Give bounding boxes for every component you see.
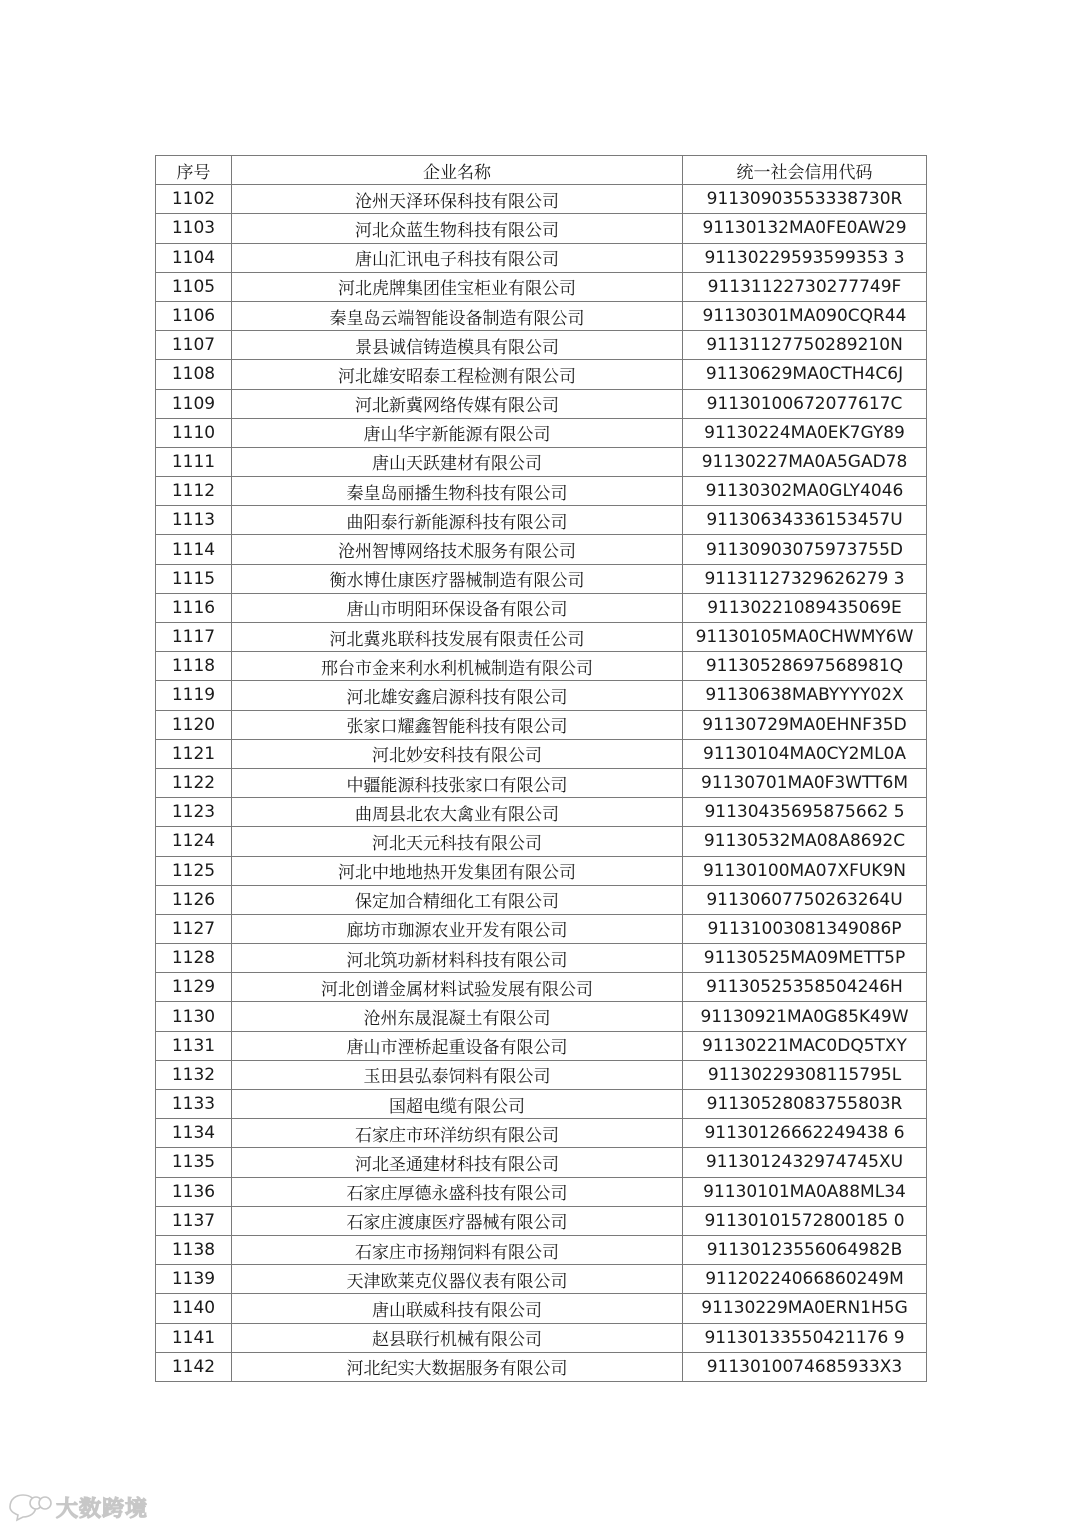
table-row	[156, 827, 927, 856]
cell-credit-code: 91130104MA0CY2ML0A	[683, 739, 927, 768]
cell-index: 1107	[156, 331, 232, 360]
cell-credit-code: 91131127329626279 3	[683, 564, 927, 593]
cell-company-name: 河北虎牌集团佳宝柜业有限公司	[232, 272, 683, 301]
cell-company-name: 河北冀兆联科技发展有限责任公司	[232, 623, 683, 652]
cell-company-name: 唐山市湮桥起重设备有限公司	[232, 1031, 683, 1060]
cell-index: 1106	[156, 301, 232, 330]
table-row	[156, 623, 927, 652]
table-row	[156, 1119, 927, 1148]
table-row	[156, 798, 927, 827]
cell-index: 1129	[156, 973, 232, 1002]
table-row	[156, 447, 927, 476]
cell-index: 1115	[156, 564, 232, 593]
cell-company-name: 河北中地地热开发集团有限公司	[232, 856, 683, 885]
cell-credit-code: 9113012432974745XU	[683, 1148, 927, 1177]
table-row	[156, 1294, 927, 1323]
cell-credit-code: 91130525358504246H	[683, 973, 927, 1002]
cell-company-name: 石家庄市扬翔饲料有限公司	[232, 1235, 683, 1264]
cell-credit-code: 91130224MA0EK7GY89	[683, 418, 927, 447]
table-row	[156, 214, 927, 243]
cell-company-name: 沧州智博网络技术服务有限公司	[232, 535, 683, 564]
table-row	[156, 1177, 927, 1206]
table-row	[156, 652, 927, 681]
cell-index: 1112	[156, 477, 232, 506]
cell-index: 1135	[156, 1148, 232, 1177]
cell-credit-code: 91130532MA08A8692C	[683, 827, 927, 856]
cell-company-name: 沧州天泽环保科技有限公司	[232, 185, 683, 214]
cell-index: 1122	[156, 768, 232, 797]
cell-company-name: 河北创谱金属材料试验发展有限公司	[232, 973, 683, 1002]
table-row	[156, 418, 927, 447]
watermark	[6, 1490, 148, 1524]
table-row	[156, 973, 927, 1002]
cell-index: 1133	[156, 1090, 232, 1119]
cell-company-name: 邢台市金来利水利机械制造有限公司	[232, 652, 683, 681]
cell-credit-code: 91130528697568981Q	[683, 652, 927, 681]
table-row	[156, 914, 927, 943]
cell-index: 1138	[156, 1235, 232, 1264]
table-row	[156, 593, 927, 622]
chat-bubble-logo-icon	[6, 1492, 52, 1522]
table-row	[156, 331, 927, 360]
cell-index: 1141	[156, 1323, 232, 1352]
table-row	[156, 1235, 927, 1264]
cell-credit-code: 91130435695875662 5	[683, 798, 927, 827]
cell-index: 1104	[156, 243, 232, 272]
table-header-row	[156, 156, 927, 185]
cell-company-name: 秦皇岛丽播生物科技有限公司	[232, 477, 683, 506]
cell-company-name: 河北天元科技有限公司	[232, 827, 683, 856]
table-row	[156, 506, 927, 535]
company-table	[155, 155, 927, 1382]
cell-credit-code: 91130123556064982B	[683, 1235, 927, 1264]
cell-company-name: 河北纪实大数据服务有限公司	[232, 1352, 683, 1381]
cell-index: 1128	[156, 944, 232, 973]
cell-company-name: 张家口耀鑫智能科技有限公司	[232, 710, 683, 739]
cell-index: 1123	[156, 798, 232, 827]
cell-company-name: 廊坊市珈源农业开发有限公司	[232, 914, 683, 943]
table-row	[156, 944, 927, 973]
cell-credit-code: 91130903075973755D	[683, 535, 927, 564]
table-row	[156, 710, 927, 739]
cell-credit-code: 91130903553338730R	[683, 185, 927, 214]
cell-index: 1117	[156, 623, 232, 652]
table-row	[156, 1352, 927, 1381]
cell-index: 1127	[156, 914, 232, 943]
cell-index: 1134	[156, 1119, 232, 1148]
cell-credit-code: 91131127750289210N	[683, 331, 927, 360]
cell-index: 1121	[156, 739, 232, 768]
cell-company-name: 石家庄厚德永盛科技有限公司	[232, 1177, 683, 1206]
cell-credit-code: 91130634336153457U	[683, 506, 927, 535]
table-row	[156, 1323, 927, 1352]
cell-credit-code: 91130100672077617C	[683, 389, 927, 418]
cell-credit-code: 91131003081349086P	[683, 914, 927, 943]
cell-company-name: 国超电缆有限公司	[232, 1090, 683, 1119]
table-row	[156, 564, 927, 593]
cell-credit-code: 91130301MA090CQR44	[683, 301, 927, 330]
cell-company-name: 唐山天跃建材有限公司	[232, 447, 683, 476]
cell-index: 1131	[156, 1031, 232, 1060]
cell-index: 1126	[156, 885, 232, 914]
table-row	[156, 185, 927, 214]
table-row	[156, 301, 927, 330]
table-body	[156, 185, 927, 1382]
cell-credit-code: 91130229MA0ERN1H5G	[683, 1294, 927, 1323]
cell-index: 1105	[156, 272, 232, 301]
table-row	[156, 885, 927, 914]
cell-company-name: 河北妙安科技有限公司	[232, 739, 683, 768]
table-row	[156, 389, 927, 418]
table-row	[156, 1031, 927, 1060]
cell-credit-code: 91130607750263264U	[683, 885, 927, 914]
cell-index: 1108	[156, 360, 232, 389]
table-row	[156, 1060, 927, 1089]
cell-company-name: 唐山联威科技有限公司	[232, 1294, 683, 1323]
table-row	[156, 1002, 927, 1031]
table-row	[156, 1265, 927, 1294]
cell-company-name: 秦皇岛云端智能设备制造有限公司	[232, 301, 683, 330]
cell-company-name: 河北筑功新材料科技有限公司	[232, 944, 683, 973]
cell-index: 1118	[156, 652, 232, 681]
cell-credit-code: 91130100MA07XFUK9N	[683, 856, 927, 885]
cell-company-name: 唐山华宇新能源有限公司	[232, 418, 683, 447]
cell-credit-code: 9113010074685933X3	[683, 1352, 927, 1381]
cell-index: 1136	[156, 1177, 232, 1206]
cell-credit-code: 91130132MA0FE0AW29	[683, 214, 927, 243]
cell-credit-code: 91130221MAC0DQ5TXY	[683, 1031, 927, 1060]
cell-company-name: 河北新冀网络传媒有限公司	[232, 389, 683, 418]
header-company-name: 企业名称	[232, 156, 683, 185]
cell-company-name: 玉田县弘泰饲料有限公司	[232, 1060, 683, 1089]
cell-credit-code: 91130101572800185 0	[683, 1206, 927, 1235]
cell-company-name: 河北雄安鑫启源科技有限公司	[232, 681, 683, 710]
cell-company-name: 曲阳泰行新能源科技有限公司	[232, 506, 683, 535]
cell-index: 1124	[156, 827, 232, 856]
cell-company-name: 天津欧莱克仪器仪表有限公司	[232, 1265, 683, 1294]
cell-company-name: 景县诚信铸造模具有限公司	[232, 331, 683, 360]
cell-company-name: 沧州东晟混凝土有限公司	[232, 1002, 683, 1031]
cell-index: 1130	[156, 1002, 232, 1031]
cell-company-name: 唐山汇讯电子科技有限公司	[232, 243, 683, 272]
cell-credit-code: 91131122730277749F	[683, 272, 927, 301]
cell-credit-code: 91130921MA0G85K49W	[683, 1002, 927, 1031]
cell-credit-code: 91130229308115795L	[683, 1060, 927, 1089]
cell-index: 1116	[156, 593, 232, 622]
cell-credit-code: 91130302MA0GLY4046	[683, 477, 927, 506]
cell-index: 1114	[156, 535, 232, 564]
cell-credit-code: 91130701MA0F3WTT6M	[683, 768, 927, 797]
cell-credit-code: 91130729MA0EHNF35D	[683, 710, 927, 739]
cell-index: 1102	[156, 185, 232, 214]
watermark-text: 大数跨境	[56, 1496, 149, 1522]
cell-index: 1110	[156, 418, 232, 447]
cell-index: 1103	[156, 214, 232, 243]
cell-index: 1111	[156, 447, 232, 476]
cell-company-name: 石家庄市环洋纺织有限公司	[232, 1119, 683, 1148]
cell-credit-code: 91130101MA0A88ML34	[683, 1177, 927, 1206]
cell-company-name: 中疆能源科技张家口有限公司	[232, 768, 683, 797]
cell-credit-code: 91130133550421176 9	[683, 1323, 927, 1352]
table-row	[156, 272, 927, 301]
cell-credit-code: 91130525MA09METT5P	[683, 944, 927, 973]
cell-credit-code: 91130229593599353 3	[683, 243, 927, 272]
cell-credit-code: 91120224066860249M	[683, 1265, 927, 1294]
cell-credit-code: 91130221089435069E	[683, 593, 927, 622]
table-row	[156, 856, 927, 885]
cell-credit-code: 91130105MA0CHWMY6W	[683, 623, 927, 652]
cell-company-name: 石家庄渡康医疗器械有限公司	[232, 1206, 683, 1235]
cell-credit-code: 91130528083755803R	[683, 1090, 927, 1119]
table-row	[156, 535, 927, 564]
table-row	[156, 1148, 927, 1177]
table-row	[156, 1090, 927, 1119]
cell-index: 1142	[156, 1352, 232, 1381]
cell-company-name: 衡水博仕康医疗器械制造有限公司	[232, 564, 683, 593]
cell-credit-code: 91130126662249438 6	[683, 1119, 927, 1148]
cell-index: 1109	[156, 389, 232, 418]
table-row	[156, 739, 927, 768]
cell-company-name: 唐山市明阳环保设备有限公司	[232, 593, 683, 622]
header-credit-code: 统一社会信用代码	[683, 156, 927, 185]
table-row	[156, 1206, 927, 1235]
cell-index: 1132	[156, 1060, 232, 1089]
header-index: 序号	[156, 156, 232, 185]
cell-company-name: 河北众蓝生物科技有限公司	[232, 214, 683, 243]
cell-credit-code: 91130227MA0A5GAD78	[683, 447, 927, 476]
table-row	[156, 477, 927, 506]
table-row	[156, 360, 927, 389]
cell-company-name: 赵县联行机械有限公司	[232, 1323, 683, 1352]
cell-index: 1125	[156, 856, 232, 885]
cell-index: 1120	[156, 710, 232, 739]
table-row	[156, 243, 927, 272]
cell-company-name: 曲周县北农大禽业有限公司	[232, 798, 683, 827]
cell-index: 1137	[156, 1206, 232, 1235]
table-row	[156, 681, 927, 710]
cell-index: 1119	[156, 681, 232, 710]
cell-index: 1113	[156, 506, 232, 535]
cell-credit-code: 91130629MA0CTH4C6J	[683, 360, 927, 389]
cell-company-name: 保定加合精细化工有限公司	[232, 885, 683, 914]
cell-index: 1139	[156, 1265, 232, 1294]
cell-company-name: 河北雄安昭泰工程检测有限公司	[232, 360, 683, 389]
cell-credit-code: 91130638MABYYYY02X	[683, 681, 927, 710]
table-row	[156, 768, 927, 797]
cell-company-name: 河北圣通建材科技有限公司	[232, 1148, 683, 1177]
cell-index: 1140	[156, 1294, 232, 1323]
